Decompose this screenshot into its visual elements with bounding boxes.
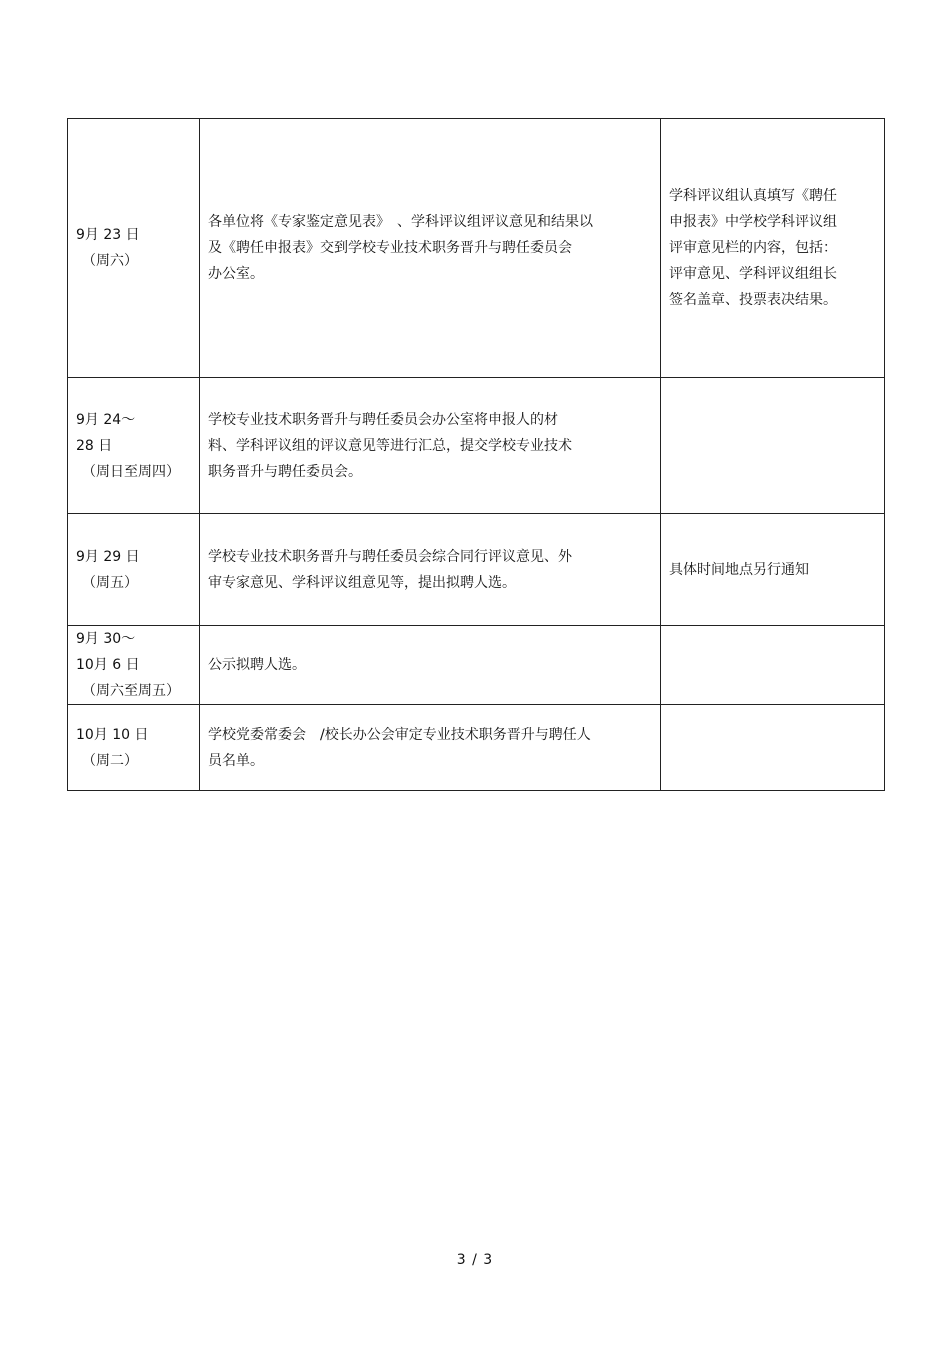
table-row <box>68 705 885 791</box>
date-cell <box>68 378 200 514</box>
weekday-text: （周六至周五） <box>82 683 180 699</box>
note-text: 学科评议组认真填写《聘任 申报表》中学校学科评议组 评审意见栏的内容，包括： 评审意见、学科评议组组长 签名盖章、投票表决结果。 <box>669 188 837 308</box>
note-cell <box>661 705 885 791</box>
date-cell <box>68 119 200 378</box>
task-text: 学校专业技术职务晋升与聘任委员会综合同行评议意见、外 审专家意见、学科评议组意见等，提出拟聘人选。 <box>208 548 572 591</box>
date-text: 9月 29 日 <box>76 548 140 565</box>
task-cell <box>200 119 661 378</box>
weekday-text: （周五） <box>82 574 138 591</box>
note-text: 具体时间地点另行通知 <box>669 561 809 578</box>
task-text: 公示拟聘人选。 <box>208 657 306 673</box>
note-cell <box>661 626 885 705</box>
task-cell <box>200 705 661 791</box>
date-cell <box>68 626 200 705</box>
page-number: 3 / 3 <box>456 1252 494 1268</box>
task-cell <box>200 378 661 514</box>
task-cell <box>200 514 661 626</box>
date-text: 9月 30～ 10月 6 日 <box>76 631 140 673</box>
date-cell <box>68 514 200 626</box>
note-cell <box>661 119 885 378</box>
date-text: 9月 24～ 28 日 <box>76 411 136 454</box>
table-row <box>68 626 885 705</box>
task-text: 学校专业技术职务晋升与聘任委员会办公室将申报人的材 料、学科评议组的评议意见等进行汇总，提交学校专业技术 职务晋升与聘任委员会。 <box>208 411 572 480</box>
schedule-table <box>67 118 885 791</box>
date-cell <box>68 705 200 791</box>
note-cell <box>661 378 885 514</box>
table-row <box>68 514 885 626</box>
table-row <box>68 378 885 514</box>
table-row <box>68 119 885 378</box>
date-text: 9月 23 日 <box>76 227 140 243</box>
task-text: 各单位将《专家鉴定意见表》 、学科评议组评议意见和结果以 及《聘任申报表》交到学校专业技术职务晋升与聘任委员会 办公室。 <box>208 214 593 282</box>
weekday-text: （周六） <box>82 253 138 269</box>
date-text: 10月 10 日 <box>76 726 149 743</box>
note-cell <box>661 514 885 626</box>
weekday-text: （周日至周四） <box>82 463 180 480</box>
weekday-text: （周二） <box>82 752 138 769</box>
task-cell <box>200 626 661 705</box>
task-text: 学校党委常委会 /校长办公会审定专业技术职务晋升与聘任人 员名单。 <box>208 726 591 769</box>
